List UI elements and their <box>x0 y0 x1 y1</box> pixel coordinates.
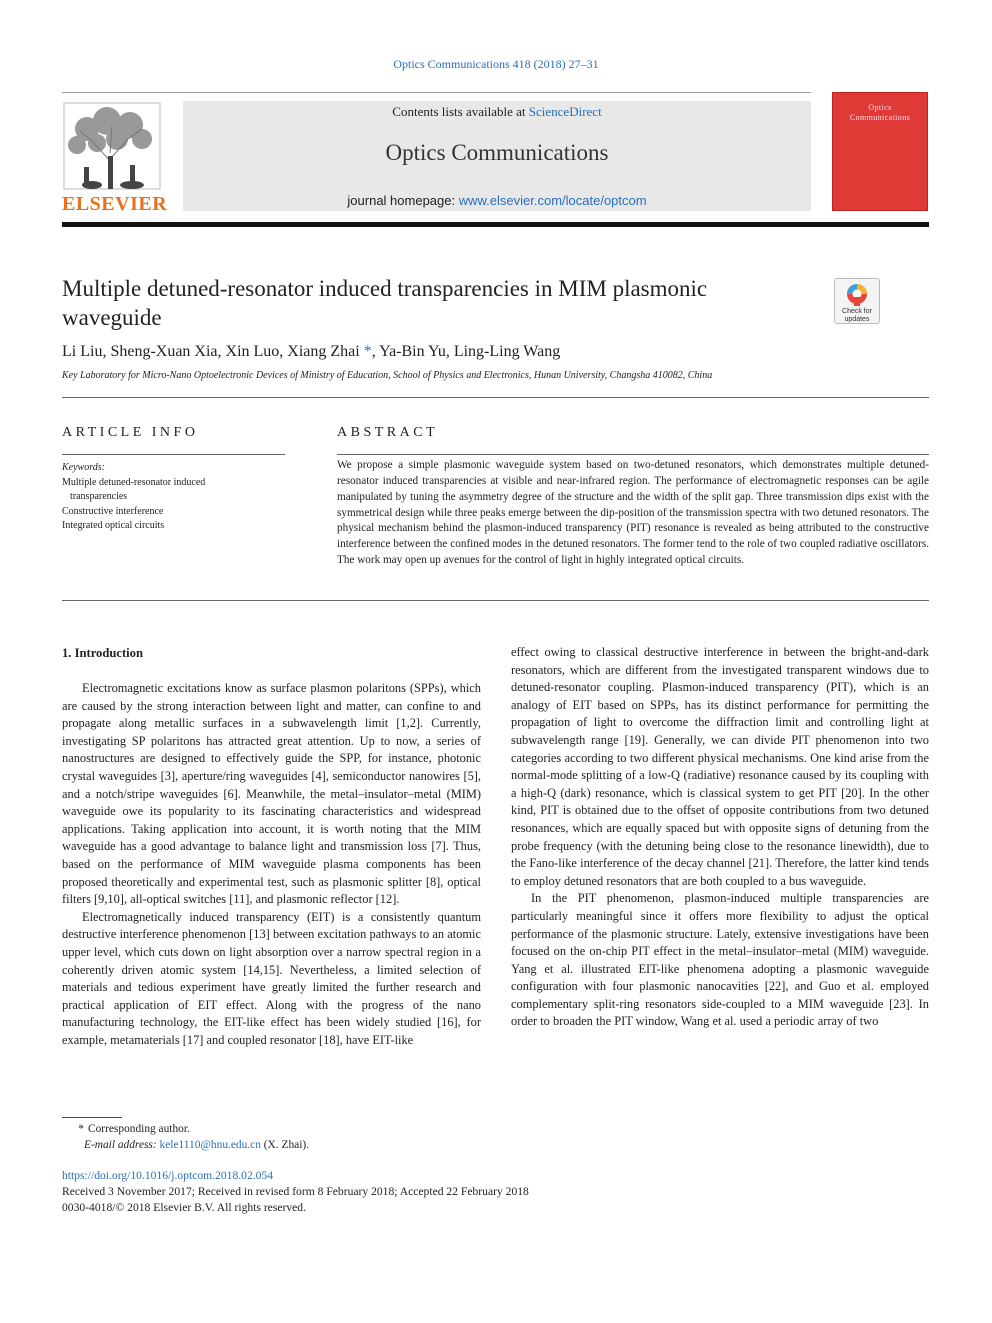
body-paragraph: effect owing to classical destructive interference in between the bright-and-dark resonators, which are different from the investigated transparent windows due to detuned-resonator coupling. Plasmon-induced transparency (PIT), which is an analogy of EIT based on SPPs, has its distinct performance for permitting the propagation of light to overcome the diffraction limit and controlling light at subwavelength range [19]. Generally, we can divide PIT phenomenon into two categories according to two different physical mechanisms. One kind arise from the normal-mode splitting of a low-Q (radiative) resonance caused by its coupling with a high-Q (dark) resonance, which is classical system to get PIT [20]. In the other kind, PIT is obtained due to the offset of opposite contributions from two detuned resonances, which are equally spaced but with opposite signs of detuning from the probe frequency (with the detuning being close to the resonance linewidth), due to the Fano-like interference of the decay channel [21]. Therefore, the latter kind tends to employ detuned resonators that are both coupled to a bus waveguide. <box>511 645 929 888</box>
footnote-rule <box>62 1117 122 1118</box>
affiliation: Key Laboratory for Micro-Nano Optoelectronic Devices of Ministry of Education, School of Physics and Electronics, Hunan University, Changsha 410082, China <box>62 370 713 381</box>
keywords-block <box>62 461 285 534</box>
authors-before: Li Liu, Sheng-Xuan Xia, Xin Luo, Xiang Zhai <box>62 343 360 360</box>
body-paragraph: Electromagnetically induced transparency (EIT) is a consistently quantum destructive interference phenomenon [13] between excitation pathways to an atomic upper level, which cuts down on light absorption over a narrow spectral region in a coherently driven atomic system [14,15]. Nevertheless, a limited selection of materials and tedious experiment have greatly limited the further research and practical application of EIT effect. Along with the progress of the nano manufacturing technology, the EIT-like effect has been widely studied [16], for example, metamaterials [17] and coupled resonator [18], have EIT-like <box>62 909 481 1047</box>
email-suffix: (X. Zhai). <box>263 1139 309 1151</box>
header-top-rule <box>62 92 811 93</box>
received-dates: Received 3 November 2017; Received in revised form 8 February 2018; Accepted 22 February 2018 <box>62 1185 529 1198</box>
article-title: Multiple detuned-resonator induced transparencies in MIM plasmonic waveguide <box>62 276 708 330</box>
cover-title-line-2: Communications <box>849 113 911 122</box>
homepage-link[interactable]: www.elsevier.com/locate/optcom <box>458 193 647 208</box>
keyword-item: Integrated optical circuits <box>62 520 165 532</box>
body-paragraph: Electromagnetic excitations know as surface plasmon polaritons (SPPs), which are caused by the strong interaction between light and matter, can confine to and propagate along metallic surfaces in a subwavelength limit [1,2]. Currently, investigating SP polaritons has attracted great attention. Up to now, a series of nanostructures are designed to effectively guide the SPP, for instance, photonic crystal waveguides [3], aperture/ring waveguides [4], semiconductor nanowires [5], and a notch/stripe waveguides [6]. Meanwhile, the metal–insulator–metal (MIM) waveguide owe its popularity to its fascinating characteristics and widespread applications. Taking application into account, it is worth noting that the MIM waveguide has a good advantage to balance light and transmission loss [7]. Thus, based on the performance of MIM waveguide plasma components has been proposed theoretically and experimental test, such as plasmonic splitter [8], optical filters [9,10], all-optical switches [11], and plasmonic reflector [12]. <box>62 681 481 907</box>
corresponding-author-note: Corresponding author. <box>88 1123 190 1135</box>
journal-name: Optics Communications <box>385 140 609 165</box>
contents-line <box>183 104 811 120</box>
journal-reference[interactable]: Optics Communications 418 (2018) 27–31 <box>393 57 599 71</box>
cover-title-line-1: Optics <box>868 103 892 112</box>
header-thick-rule <box>62 222 929 227</box>
affiliation-rule <box>62 397 929 398</box>
keywords-label: Keywords: <box>62 462 105 473</box>
sciencedirect-link[interactable]: ScienceDirect <box>528 104 602 119</box>
article-info-rule <box>62 454 285 455</box>
abstract-bottom-rule <box>62 600 929 601</box>
body-paragraph: In the PIT phenomenon, plasmon-induced multiple transparencies are particularly meaningful since it offers more flexibility to adjust the optical performance of the plasmonic structure. Lately, extensive investigations have been focused on the on-chip PIT effect in the metal–insulator–metal (MIM) waveguide. Yang et al. illustrated EIT-like phenomena adopting a plasmonic waveguide configuration with four plasmonic nanocavities [22], and Guo et al. employed complementary split-ring resonators side-coupled to a MIM waveguide [23]. In order to broaden the PIT window, Wang et al. used a periodic array of two <box>511 891 929 1029</box>
copyright: 0030-4018/© 2018 Elsevier B.V. All rights reserved. <box>62 1201 306 1214</box>
contents-prefix: Contents lists available at <box>392 104 526 119</box>
doi-link[interactable]: https://doi.org/10.1016/j.optcom.2018.02.054 <box>62 1169 274 1182</box>
homepage-prefix: journal homepage: <box>347 193 456 208</box>
elsevier-wordmark: ELSEVIER <box>62 193 168 215</box>
section-heading-introduction: 1. Introduction <box>62 646 143 660</box>
corresponding-author-mark[interactable]: * <box>363 343 372 360</box>
keyword-item: Multiple detuned-resonator induced <box>62 476 206 488</box>
crossmark-label <box>835 308 879 324</box>
check-for-updates-badge[interactable] <box>834 278 880 324</box>
crossmark-icon <box>846 283 868 307</box>
footnote-mark: * <box>78 1123 84 1135</box>
footnote <box>62 1121 482 1153</box>
author-list <box>62 343 922 361</box>
crossmark-label-line-2: updates <box>844 316 870 323</box>
abstract-heading: ABSTRACT <box>337 425 439 440</box>
body-column-right <box>511 644 929 1031</box>
keyword-item: Constructive interference <box>62 505 164 517</box>
journal-cover-thumbnail[interactable] <box>832 92 928 211</box>
body-column-left <box>62 680 481 1049</box>
authors-after: , Ya-Bin Yu, Ling-Ling Wang <box>371 343 561 360</box>
doi-block <box>62 1168 662 1216</box>
crossmark-label-line-1: Check for <box>842 308 872 315</box>
abstract-text: We propose a simple plasmonic waveguide system based on two-detuned resonators, which demonstrates multiple detuned-resonator induced transparencies at visible and near-infrared region. The performance of electromagnetic responses can be agile manipulated by tuning the asymmetry degree of the structure and the width of the split gap. Three transmission dips exist with the symmetrical design while three peaks emerge between the dip-position of the transmission spectra with two detuned resonators. The physical mechanism behind the plasmon-induced transparency (PIT) resonance is revealed as being attributed to the constructive interference between the confined modes in the detuned resonators. The former tend to the role of two coupled radiative oscillators. The work may open up avenues for the control of light in highly integrated optical circuits. <box>337 459 929 567</box>
article-info-heading: ARTICLE INFO <box>62 425 199 440</box>
abstract-rule <box>337 454 929 455</box>
email-link[interactable]: kele1110@hnu.edu.cn <box>159 1139 261 1151</box>
keyword-item: transparencies <box>70 491 128 503</box>
email-label: E-mail address: <box>84 1139 157 1151</box>
cover-title <box>833 103 927 123</box>
homepage-line <box>183 193 811 208</box>
